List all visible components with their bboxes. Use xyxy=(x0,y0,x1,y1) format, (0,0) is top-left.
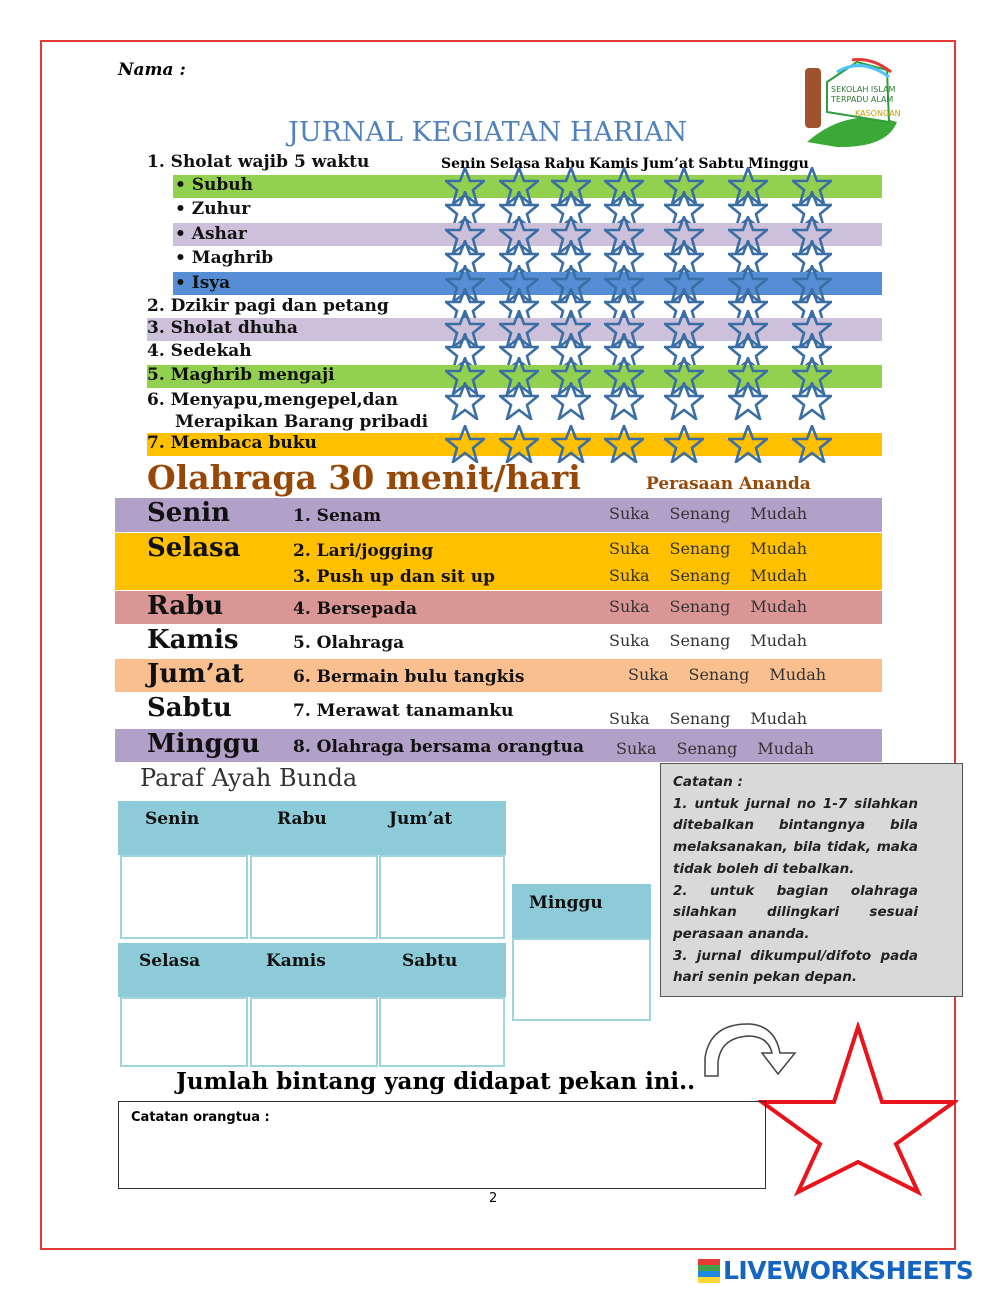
sport-activity: 4. Bersepada xyxy=(293,599,417,619)
note-item: 3. jurnal dikumpul/difoto pada hari senin pekan depan. xyxy=(673,947,918,986)
signature-box[interactable] xyxy=(379,855,505,939)
star-checkbox-icon[interactable] xyxy=(445,425,485,463)
activity-label: • Subuh xyxy=(175,175,254,195)
sport-activity: 7. Merawat tanamanku xyxy=(293,701,514,721)
star-checkbox-icon[interactable] xyxy=(445,382,485,420)
feeling-option-suka[interactable]: Suka xyxy=(609,504,650,523)
school-logo xyxy=(797,52,901,148)
svg-text:SEKOLAH ISLAM: SEKOLAH ISLAM xyxy=(831,85,896,94)
feel-title: Perasaan Ananda xyxy=(646,474,811,494)
feeling-option-suka[interactable]: Suka xyxy=(609,539,650,558)
feeling-option-mudah[interactable]: Mudah xyxy=(750,504,808,523)
day-header: Sabtu xyxy=(698,156,744,172)
stars-total-label: Jumlah bintang yang didapat pekan ini.. xyxy=(176,1068,696,1095)
paraf-day-label: Minggu xyxy=(529,893,603,913)
activity-label: • Ashar xyxy=(175,224,247,244)
sport-activity: 6. Bermain bulu tangkis xyxy=(293,667,525,687)
sport-day: Jum’at xyxy=(147,659,244,689)
star-checkbox-icon[interactable] xyxy=(604,425,644,463)
star-checkbox-icon[interactable] xyxy=(664,382,704,420)
activity-label: Merapikan Barang pribadi xyxy=(175,412,429,432)
feeling-option-mudah[interactable]: Mudah xyxy=(750,539,808,558)
signature-box[interactable] xyxy=(250,855,378,939)
feeling-option-mudah[interactable]: Mudah xyxy=(750,566,808,585)
sport-activity: 5. Olahraga xyxy=(293,633,405,653)
sport-day: Senin xyxy=(147,498,231,528)
feeling-option-senang[interactable]: Senang xyxy=(688,665,750,684)
day-header: Jum’at xyxy=(642,156,695,172)
feeling-option-suka[interactable]: Suka xyxy=(616,739,657,758)
feeling-options xyxy=(616,739,834,758)
day-header: Minggu xyxy=(748,156,809,172)
sport-activity: 1. Senam xyxy=(293,506,382,526)
feeling-option-senang[interactable]: Senang xyxy=(676,739,738,758)
day-header: Selasa xyxy=(489,156,541,172)
feeling-option-mudah[interactable]: Mudah xyxy=(750,597,808,616)
star-checkbox-icon[interactable] xyxy=(792,382,832,420)
sport-title: Olahraga 30 menit/hari xyxy=(147,458,581,497)
name-label: Nama : xyxy=(118,60,186,80)
feeling-option-senang[interactable]: Senang xyxy=(669,504,731,523)
feeling-options xyxy=(609,539,827,558)
brand-text: LIVEWORKSHEETS xyxy=(723,1256,974,1285)
feeling-option-senang[interactable]: Senang xyxy=(669,539,731,558)
notes-box xyxy=(660,763,963,997)
feeling-options xyxy=(628,665,846,684)
feeling-option-senang[interactable]: Senang xyxy=(669,631,731,650)
activity-label: 5. Maghrib mengaji xyxy=(147,365,335,385)
paraf-title: Paraf Ayah Bunda xyxy=(140,764,358,792)
feeling-option-senang[interactable]: Senang xyxy=(669,566,731,585)
note-item: 2. untuk bagian olahraga silahkan dilingkari sesuai perasaan ananda. xyxy=(673,882,918,942)
feeling-option-suka[interactable]: Suka xyxy=(609,709,650,728)
sport-activity: 2. Lari/jogging xyxy=(293,541,434,561)
sport-day: Minggu xyxy=(147,729,260,759)
star-checkbox-icon[interactable] xyxy=(499,425,539,463)
feeling-option-mudah[interactable]: Mudah xyxy=(769,665,827,684)
activity-label: 2. Dzikir pagi dan petang xyxy=(147,296,389,316)
sport-day: Rabu xyxy=(147,591,224,621)
paraf-day-label: Rabu xyxy=(277,809,327,829)
activity-label: 4. Sedekah xyxy=(147,341,252,361)
parent-note-field[interactable] xyxy=(118,1101,766,1189)
day-header: Senin xyxy=(441,156,486,172)
feeling-options xyxy=(609,504,827,523)
sport-activity: 8. Olahraga bersama orangtua xyxy=(293,737,585,757)
feeling-options xyxy=(609,566,827,585)
signature-box[interactable] xyxy=(120,997,248,1067)
notes-title: Catatan : xyxy=(673,774,743,790)
feeling-option-suka[interactable]: Suka xyxy=(628,665,669,684)
star-checkbox-icon[interactable] xyxy=(728,382,768,420)
star-checkbox-icon[interactable] xyxy=(551,425,591,463)
day-header: Kamis xyxy=(589,156,639,172)
parent-note-label: Catatan orangtua : xyxy=(131,1110,270,1125)
note-item: 1. untuk jurnal no 1-7 silahkan ditebalkan bintangnya bila melaksanakan, bila tidak, maka tidak boleh di tebalkan. xyxy=(673,795,918,877)
feeling-options xyxy=(609,709,827,728)
activity-label: 3. Sholat dhuha xyxy=(147,318,298,338)
activity-label: 1. Sholat wajib 5 waktu xyxy=(147,152,370,172)
page-title: JURNAL KEGIATAN HARIAN xyxy=(288,117,688,148)
feeling-option-senang[interactable]: Senang xyxy=(669,709,731,728)
page-number: 2 xyxy=(489,1191,498,1206)
feeling-option-suka[interactable]: Suka xyxy=(609,597,650,616)
day-header: Rabu xyxy=(544,156,586,172)
svg-text:TERPADU ALAM: TERPADU ALAM xyxy=(831,95,894,104)
activity-label: • Isya xyxy=(175,273,231,293)
paraf-day-label: Jum’at xyxy=(389,809,453,829)
star-checkbox-icon[interactable] xyxy=(728,425,768,463)
activity-label: 7. Membaca buku xyxy=(147,433,317,453)
star-checkbox-icon[interactable] xyxy=(664,425,704,463)
feeling-options xyxy=(609,631,827,650)
liveworksheets-brand xyxy=(698,1256,973,1285)
star-checkbox-icon[interactable] xyxy=(499,382,539,420)
signature-box[interactable] xyxy=(250,997,378,1067)
signature-box[interactable] xyxy=(379,997,505,1067)
paraf-day-label: Sabtu xyxy=(402,951,458,971)
sport-day: Selasa xyxy=(147,533,241,563)
feeling-option-suka[interactable]: Suka xyxy=(609,566,650,585)
total-star-icon[interactable] xyxy=(758,1022,958,1197)
signature-box[interactable] xyxy=(512,938,651,1021)
svg-text:KASONGAN: KASONGAN xyxy=(855,109,901,118)
feeling-option-mudah[interactable]: Mudah xyxy=(750,709,808,728)
paraf-day-label: Senin xyxy=(145,809,200,829)
feeling-option-senang[interactable]: Senang xyxy=(669,597,731,616)
feeling-options xyxy=(609,597,827,616)
sport-day: Sabtu xyxy=(147,693,232,723)
activity-label: 6. Menyapu,mengepel,dan xyxy=(147,390,398,410)
paraf-day-label: Selasa xyxy=(139,951,201,971)
feeling-option-suka[interactable]: Suka xyxy=(609,631,650,650)
feeling-option-mudah[interactable]: Mudah xyxy=(757,739,815,758)
activity-label: • Zuhur xyxy=(175,199,251,219)
sport-activity: 3. Push up dan sit up xyxy=(293,567,496,587)
feeling-option-mudah[interactable]: Mudah xyxy=(750,631,808,650)
brand-logo-icon xyxy=(698,1259,720,1283)
star-checkbox-icon[interactable] xyxy=(551,382,591,420)
sport-day: Kamis xyxy=(147,625,239,655)
star-checkbox-icon[interactable] xyxy=(604,382,644,420)
paraf-day-label: Kamis xyxy=(266,951,326,971)
signature-box[interactable] xyxy=(120,855,248,939)
star-checkbox-icon[interactable] xyxy=(792,425,832,463)
activity-label: • Maghrib xyxy=(175,248,274,268)
